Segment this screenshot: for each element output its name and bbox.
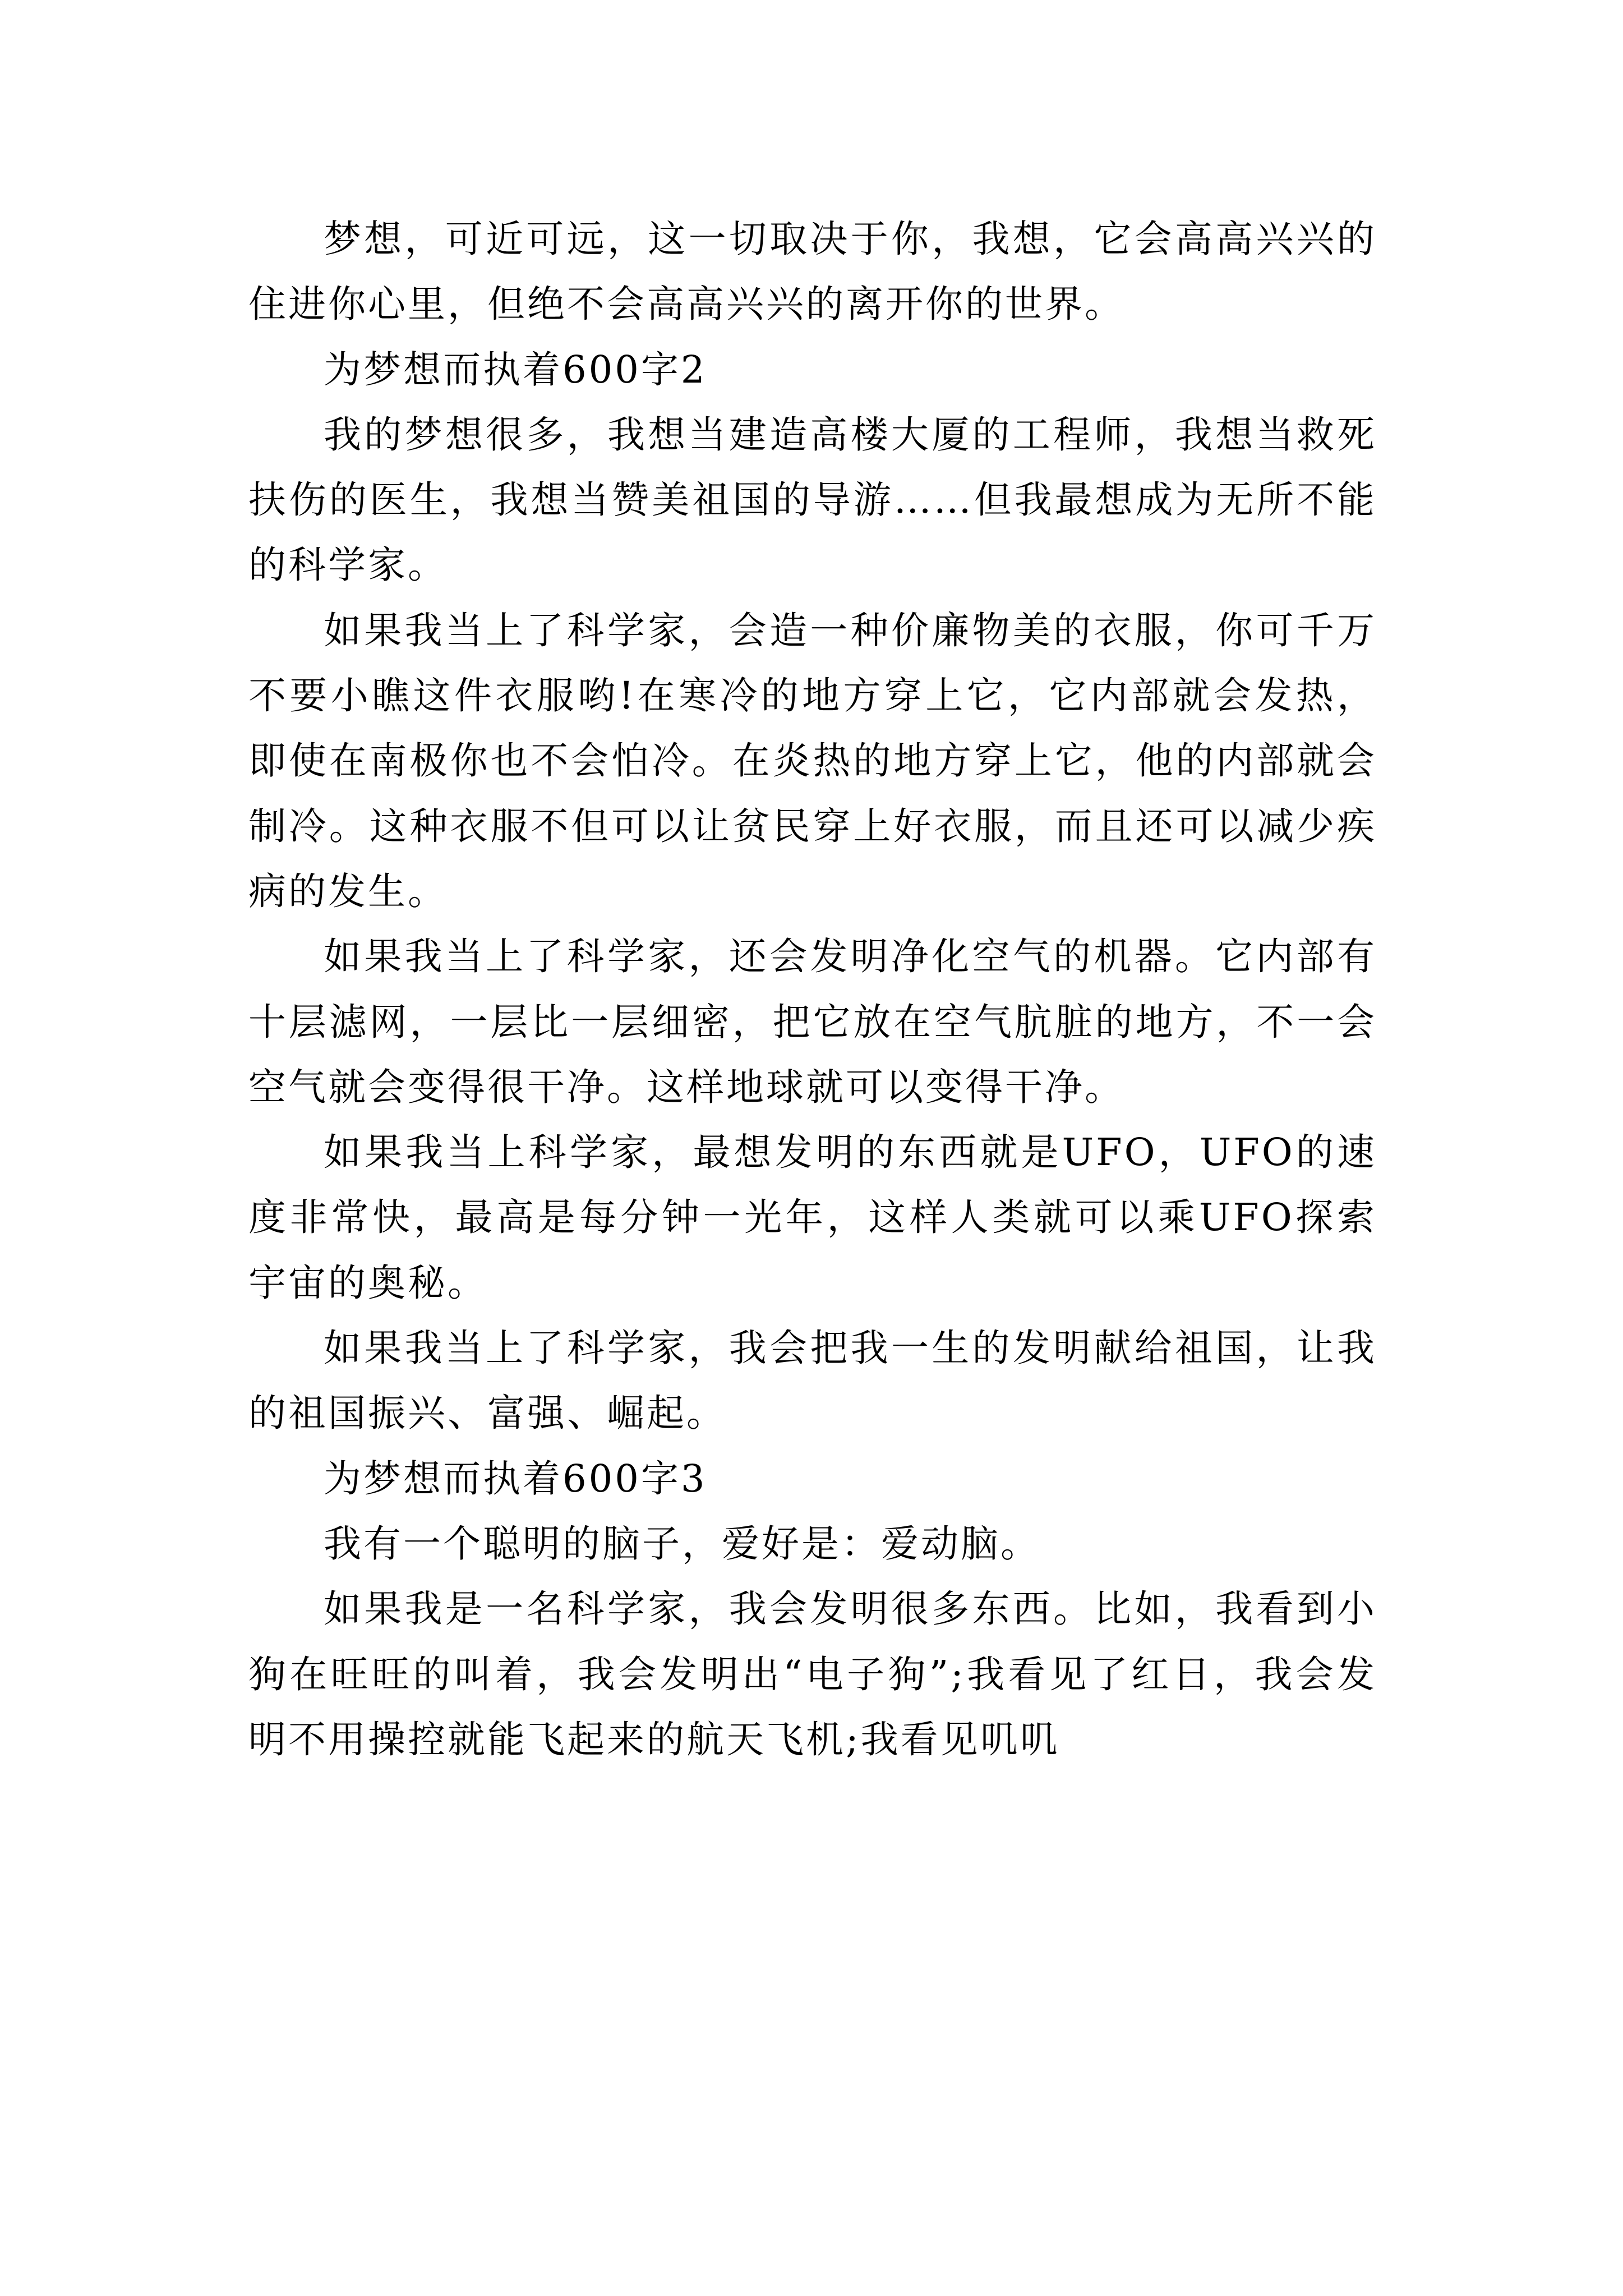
paragraph: 如果我当上了科学家，还会发明净化空气的机器。它内部有十层滤网，一层比一层细密，把它放在空气肮脏的地方，不一会空气就会变得很干净。这样地球就可以变得干净。 — [248, 935, 1377, 1109]
section-heading: 为梦想而执着600字2 — [324, 347, 707, 392]
paragraph: 如果我当上了科学家，会造一种价廉物美的衣服，你可千万不要小瞧这件衣服哟!在寒冷的地方穿上它，它内部就会发热，即使在南极你也不会怕冷。在炎热的地方穿上它，他的内部就会制冷。这种衣服不但可以让贫民穿上好衣服，而且还可以减少疾病的发生。 — [248, 608, 1377, 913]
paragraph: 我有一个聪明的脑子，爱好是：爱动脑。 — [324, 1521, 1040, 1566]
paragraph: 如果我当上科学家，最想发明的东西就是UFO，UFO的速度非常快，最高是每分钟一光年，这样人类就可以乘UFO探索宇宙的奥秘。 — [248, 1130, 1377, 1305]
paragraph: 如果我是一名科学家，我会发明很多东西。比如，我看到小狗在旺旺的叫着，我会发明出“电子狗”;我看见了红日，我会发明不用操控就能飞起来的航天飞机;我看见叽叽 — [248, 1587, 1377, 1761]
document-body — [248, 206, 1377, 1772]
paragraph: 如果我当上了科学家，我会把我一生的发明献给祖国，让我的祖国振兴、富强、崛起。 — [248, 1326, 1377, 1435]
section-heading: 为梦想而执着600字3 — [324, 1456, 707, 1501]
paragraph: 梦想，可近可远，这一切取决于你，我想，它会高高兴兴的住进你心里，但绝不会高高兴兴的离开你的世界。 — [248, 217, 1377, 326]
paragraph: 我的梦想很多，我想当建造高楼大厦的工程师，我想当救死扶伤的医生，我想当赞美祖国的导游……但我最想成为无所不能的科学家。 — [248, 412, 1377, 587]
